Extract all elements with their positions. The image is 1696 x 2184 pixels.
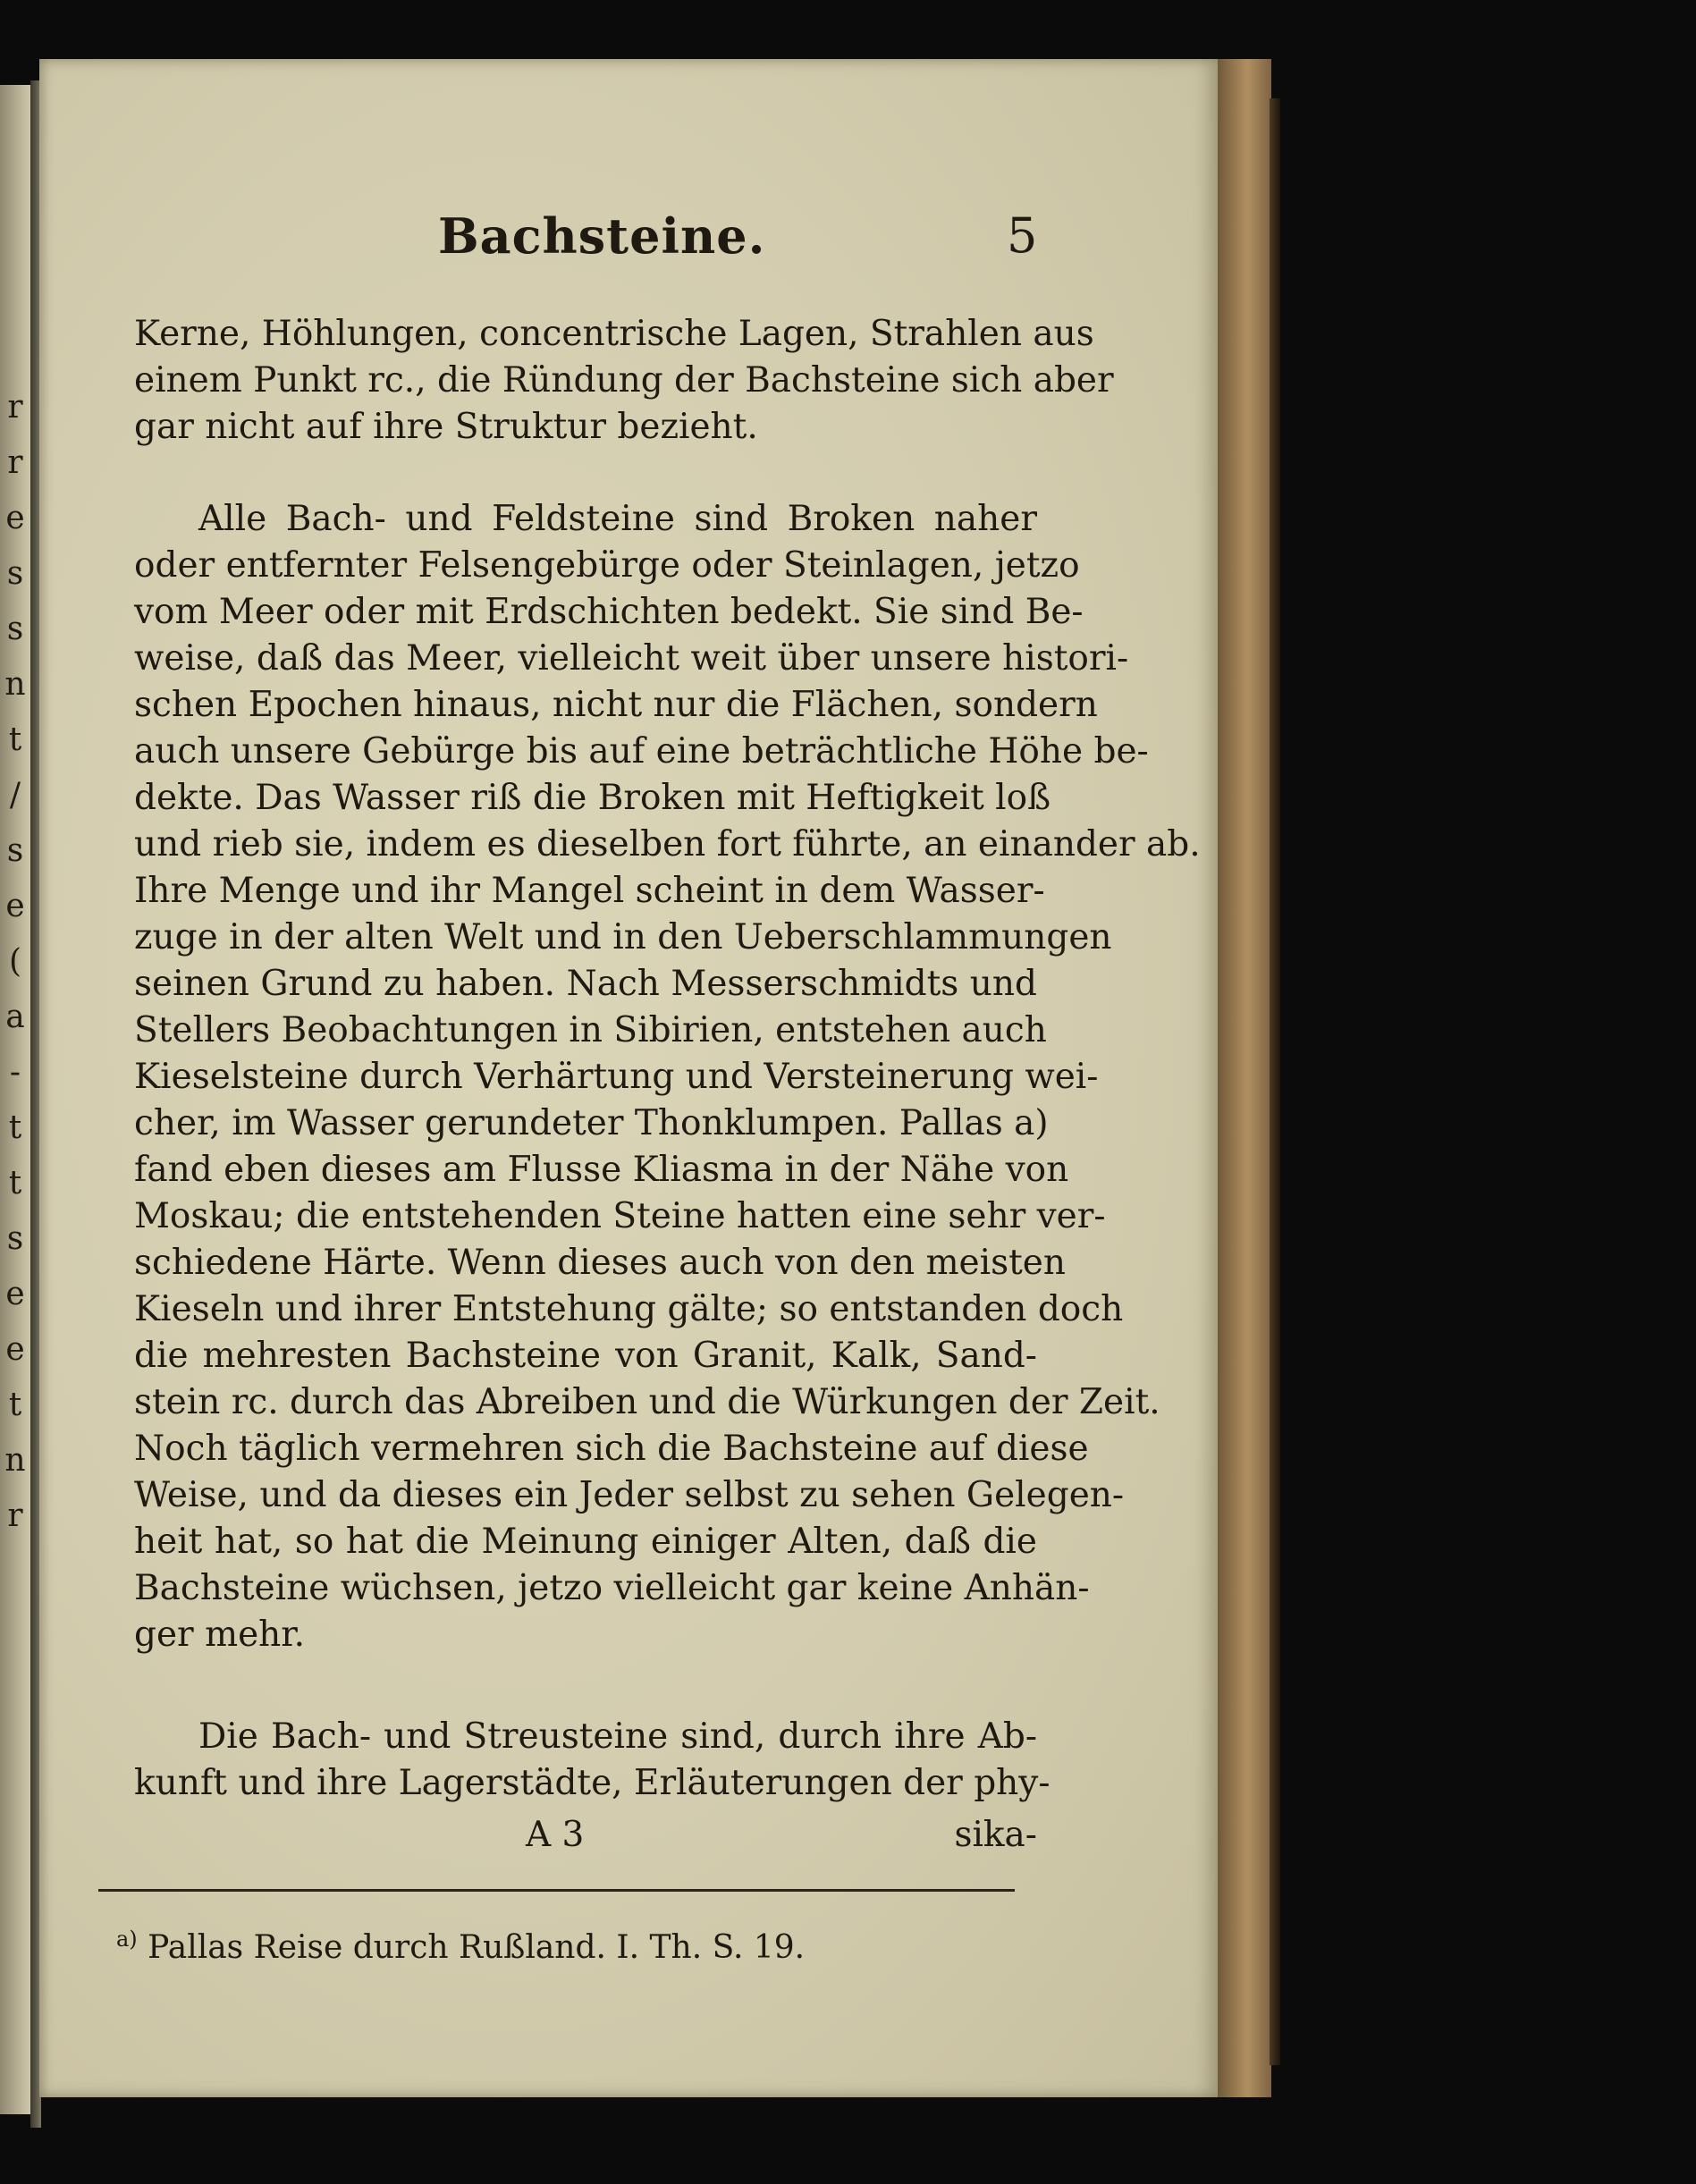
- paragraph-2: [134, 496, 1201, 1658]
- footnote: [116, 1927, 805, 1966]
- facing-page-char: s: [6, 1220, 24, 1257]
- facing-page-char: t: [8, 1165, 22, 1202]
- text-line: Stellers Beobachtungen in Sibirien, entstehen auch: [134, 1010, 1047, 1050]
- facing-page-char: s: [6, 611, 24, 647]
- text-line: Weise, und da dieses ein Jeder selbst zu sehen Gelegen-: [134, 1475, 1125, 1515]
- facing-page-char: (: [8, 943, 22, 980]
- text-line: zuge in der alten Welt und in den Ueberschlammungen: [134, 917, 1112, 957]
- text-line: einem Punkt rc., die Ründung der Bachsteine sich aber: [134, 360, 1114, 401]
- paragraph-1: [134, 311, 1114, 451]
- text-line: die mehresten Bachsteine von Granit, Kalk, Sand-: [134, 1336, 1037, 1376]
- text-line: Moskau; die entstehenden Steine hatten eine sehr ver-: [134, 1196, 1106, 1236]
- text-line: Kerne, Höhlungen, concentrische Lagen, Strahlen aus: [134, 314, 1094, 354]
- spine-shadow: [1270, 98, 1280, 2065]
- facing-page-char: -: [9, 1054, 21, 1091]
- text-line: fand eben dieses am Flusse Kliasma in der Nähe von: [134, 1150, 1069, 1190]
- text-line: heit hat, so hat die Meinung einiger Alten, daß die: [134, 1522, 1037, 1562]
- facing-page-char: t: [8, 1387, 22, 1423]
- text-line: dekte. Das Wasser riß die Broken mit Heftigkeit loß: [134, 778, 1051, 818]
- text-line: cher, im Wasser gerundeter Thonklumpen. Pallas a): [134, 1103, 1049, 1143]
- catchword: sika-: [954, 1815, 1037, 1855]
- text-line: stein rc. durch das Abreiben und die Würkungen der Zeit.: [134, 1382, 1160, 1422]
- text-line: ger mehr.: [134, 1615, 306, 1655]
- catchline: [134, 1815, 1037, 1865]
- running-title: Bachsteine.: [438, 207, 766, 265]
- facing-page-char: r: [7, 389, 23, 426]
- facing-page-char: a: [5, 999, 25, 1035]
- footnote-marker: a): [116, 1927, 138, 1952]
- text-line: weise, daß das Meer, vielleicht weit über unsere histori-: [134, 638, 1129, 679]
- facing-page-char: t: [8, 1109, 22, 1146]
- signature-mark: A 3: [526, 1815, 585, 1855]
- facing-page-char: t: [8, 721, 22, 758]
- text-line: vom Meer oder mit Erdschichten bedekt. Sie sind Be-: [134, 592, 1084, 632]
- paragraph-3: [134, 1714, 1051, 1807]
- text-line: schen Epochen hinaus, nicht nur die Flächen, sondern: [134, 685, 1098, 725]
- facing-page-char: n: [4, 1442, 26, 1479]
- facing-page-char: e: [5, 1276, 25, 1312]
- text-line: gar nicht auf ihre Struktur bezieht.: [134, 407, 758, 447]
- facing-page-edge: [0, 85, 30, 2114]
- facing-page-text-fragments: [2, 380, 29, 1544]
- text-line: Ihre Menge und ihr Mangel scheint in dem Wasser-: [134, 871, 1045, 911]
- facing-page-char: e: [5, 500, 25, 536]
- page-number: 5: [1007, 207, 1038, 264]
- facing-page-char: e: [5, 888, 25, 924]
- text-line: Noch täglich vermehren sich die Bachsteine auf diese: [134, 1429, 1089, 1469]
- text-line: schiedene Härte. Wenn dieses auch von den meisten: [134, 1243, 1066, 1283]
- facing-page-char: r: [7, 444, 23, 481]
- facing-page-char: e: [5, 1331, 25, 1368]
- facing-page-char: r: [7, 1497, 23, 1534]
- text-line: seinen Grund zu haben. Nach Messerschmidts und: [134, 964, 1037, 1004]
- text-line: Die Bach- und Streusteine sind, durch ihre Ab-: [198, 1716, 1037, 1757]
- text-line: Bachsteine wüchsen, jetzo vielleicht gar keine Anhän-: [134, 1568, 1090, 1608]
- facing-page-char: n: [4, 666, 26, 703]
- page-header: [39, 207, 1218, 279]
- text-line: oder entfernter Felsengebürge oder Steinlagen, jetzo: [134, 545, 1080, 586]
- facing-page-char: /: [9, 777, 21, 814]
- facing-page-char: s: [6, 555, 24, 592]
- text-line: kunft und ihre Lagerstädte, Erläuterungen der phy-: [134, 1763, 1051, 1803]
- text-line: Kieseln und ihrer Entstehung gälte; so entstanden doch: [134, 1289, 1124, 1329]
- text-line: auch unsere Gebürge bis auf eine beträchtliche Höhe be-: [134, 731, 1149, 772]
- footnote-text: Pallas Reise durch Rußland. I. Th. S. 19.: [148, 1929, 806, 1966]
- text-line: Alle Bach- und Feldsteine sind Broken naher: [198, 499, 1037, 539]
- book-spine: [1218, 59, 1271, 2097]
- text-line: Kieselsteine durch Verhärtung und Versteinerung wei-: [134, 1057, 1099, 1097]
- footnote-rule: [98, 1889, 1015, 1892]
- text-line: und rieb sie, indem es dieselben fort führte, an einander ab.: [134, 824, 1201, 864]
- facing-page-char: s: [6, 832, 24, 869]
